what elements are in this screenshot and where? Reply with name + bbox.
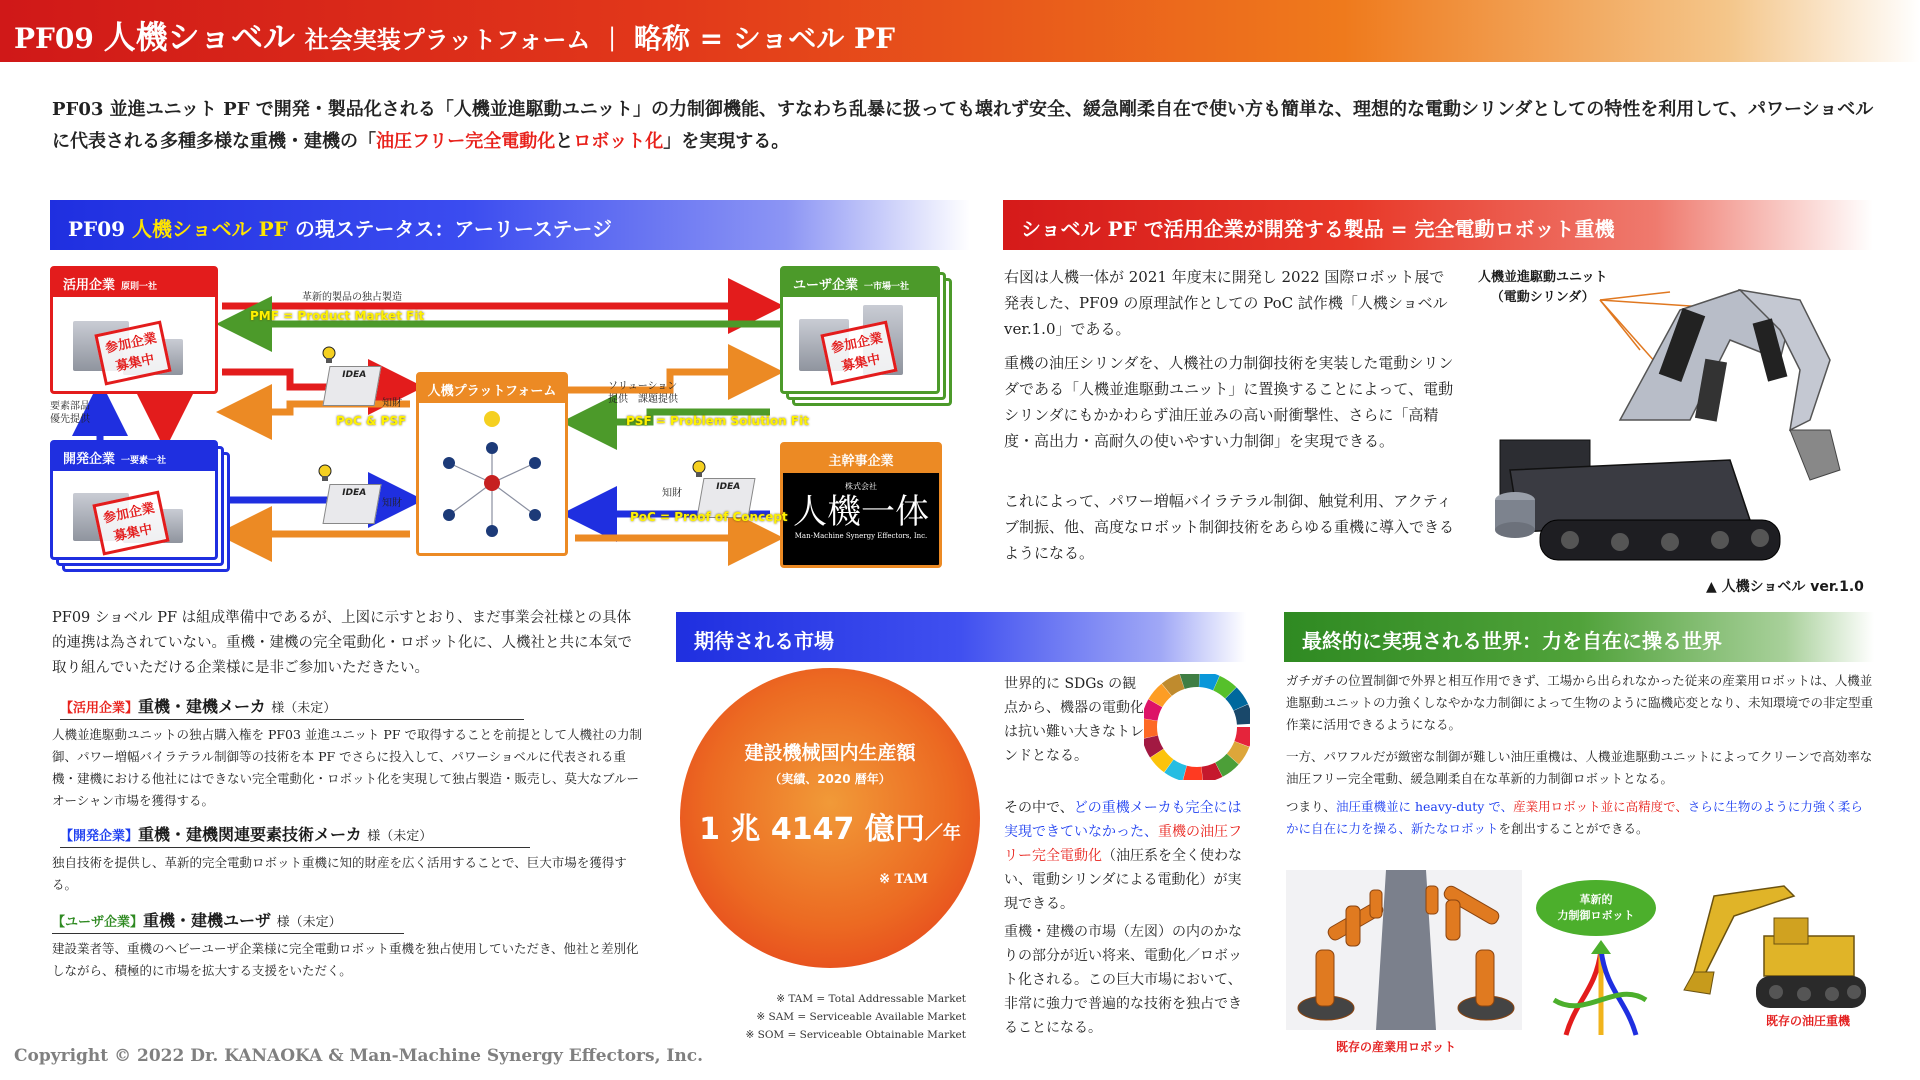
platform-code: PF09 [14,22,94,55]
status-banner-prefix: PF09 [68,217,133,241]
cylinder-label: 人機並進駆動ユニット （電動シリンダ） [1478,270,1608,305]
sdgs-wheel-icon [1144,674,1250,780]
market-banner: 期待される市場 [676,612,1246,662]
sam-note: ※ SAM = Serviceable Available Market [756,1011,966,1023]
idea-card: IDEA [696,478,755,518]
dev-company-label: 開発企業 [63,452,116,467]
market-circle-subtitle: （実績、2020 暦年） [769,772,891,786]
status-banner [50,200,970,250]
market-text-2: その中で、どの重機メーカも完全には実現できていなかった、重機の油圧フリー完全電動化（油圧系を全く使わない、電動シリンダによる電動化）が実現できる。 [1004,800,1242,912]
product-paragraph-1: 右図は人機一体が 2021 年度末に開発し 2022 国際ロボット展で発表した、PF09 の原理試作としての PoC 試作機「人機ショベル ver.1.0」である。 [1004,268,1448,338]
logo-corp-label: 株式会社 [845,482,877,491]
copyright-notice: Copyright © 2022 Dr. KANAOKA & Man-Machine Synergy Effectors, Inc. [14,1046,703,1066]
intro-highlight-robotization: ロボット化 [573,131,664,152]
recruiting-stamp: 参加企業 募集中 [94,320,171,385]
world-paragraph-1: ガチガチの位置制御で外界と相互作用できず、工場から出られなかった従来の産業用ロボットは、人機並進駆動ユニットの力強くしなやかな力制御によって生物のように臨機応変となり、未知環境での非定型重作業に活用できるようになる。 [1286,673,1874,732]
parts-label: 要素部品 優先提供 [50,401,90,425]
poc-label: PoC = Proof of Concept [630,510,788,524]
end-user-note: 一市場一社 [864,282,910,292]
market-notes [700,990,966,1044]
world-paragraph-3: つまり、油圧重機並に heavy-duty で、産業用ロボット並に高精度で、さらに生物のように力強く柔らかに自在に力を操る、新たなロボットを創出することができる。 [1286,799,1863,836]
ip-label-top: 知財 [382,398,402,409]
tam-label: ※ TAM [879,872,928,887]
ip-label-bottom: 知財 [382,498,402,509]
tam-note: ※ TAM = Total Addressable Market [776,993,966,1005]
market-circle-title: 建設機械国内生産額 [744,742,916,764]
logo-english: Man-Machine Synergy Effectors, Inc. [794,532,928,540]
user-to-platform-arrow [222,372,410,387]
product-paragraph-3: これによって、パワー増幅バイラテラル制御、触覚利用、アクティブ制振、他、高度なロボット制御技術をあらゆる重機に導入できるようになる。 [1004,492,1455,562]
product-banner: ショベル PF で活用企業が開発する製品 = 完全電動ロボット重機 [1003,200,1873,250]
intro-paragraph [52,94,1882,158]
status-banner-highlight: 人機ショベル PF [132,217,288,241]
end-user-header [783,269,937,297]
user-company-card [50,266,218,394]
platform-diagram [50,262,950,582]
poc-psf-label: PoC & PSF [336,414,407,428]
exclusive-mfg-label: 革新的製品の独占製造 [302,292,402,303]
solution-label: ソリューション 提供 課題提供 [608,381,678,405]
converging-arrows-icon [1546,940,1656,1040]
recruiting-stamp: 参加企業 募集中 [92,490,169,555]
idea-card: IDEA [322,484,381,524]
platform-name: 人機ショベル [103,18,296,56]
company-logo: 人機一体 [793,492,929,532]
hydraulic-excavator-label: 既存の油圧重機 [1766,1014,1851,1028]
network-people-icon [419,403,565,553]
shovel-caption: ▲ 人機ショベル ver.1.0 [1706,579,1864,595]
dev-company-card [50,440,218,560]
som-note: ※ SOM = Serviceable Obtainable Market [745,1029,966,1041]
role-user-company-heading: 【活用企業】重機・建機メーカ 様（未定） [60,694,524,720]
psf-label: PSF = Problem Solution Fit [626,414,809,428]
intro-text-and: と [555,131,574,152]
industrial-robots-image [1286,870,1522,1030]
recruiting-stamp: 参加企業 募集中 [820,320,897,385]
user-company-label: 活用企業 [63,278,116,293]
page-title [14,12,895,58]
product-paragraph-2: 重機の油圧シリンダを、人機社の力制御技術を実装した電動シリンダである「人機並進駆動ユニット」に置換することによって、電動シリンダにもかかわらず油圧並みの高い耐衝撃性、さらに「高精度・高出力・高耐久の使いやすい力制御」を実現できる。 [1004,354,1454,450]
market-size-circle [680,668,980,968]
platform-card [416,372,568,556]
idea-card: IDEA [322,366,381,406]
role-dev-company-desc: 独自技術を提供し、革新的完全電動ロボット重機に知的財産を広く活用することで、巨大市場を獲得する。 [52,855,627,892]
status-description: PF09 ショベル PF は組成準備中であるが、上図に示すとおり、まだ事業会社様との具体的連携は為されていない。重機・建機の完全電動化・ロボット化に、人機社と共に本気で取り組んでいただける企業様に是非ご参加いただきたい。 [52,610,632,676]
user-company-note: 原則一社 [121,282,158,292]
pmf-label: PMF = Product Market Fit [250,309,425,323]
lightbulb-icon [692,460,706,478]
platform-abbrev: 略称 = ショベル PF [633,22,895,55]
market-text-3: 重機・建機の市場（左図）の内のかなりの部分が近い将来、電動化／ロボット化される。この巨大市場において、非常に強力で普遍的な技術を独占できることになる。 [1004,924,1242,1036]
intro-highlight-hydraulic-free: 油圧フリー完全電動化 [376,131,556,152]
lead-company-header: 主幹事企業 [783,445,939,473]
intro-text-1: PF03 並進ユニット PF で開発・製品化される「人機並進駆動ユニット」の力制御機能、すなわち乱暴に扱っても壊れず安全、緩急剛柔自在で使い方も簡単な、理想的な電動シリンダとしての特性を利用して、パワーショベルに代表される多種多様な重機・建機の「 [52,99,1874,152]
intro-text-2: 」を実現する。 [663,131,790,152]
shovel-robot-image [1490,270,1870,580]
platform-header: 人機プラットフォーム [419,375,565,403]
industrial-robot-label: 既存の産業用ロボット [1336,1040,1457,1054]
lead-company-card [780,442,942,568]
role-dev-company-heading: 【開発企業】重機・建機関連要素技術メーカ 様（未定） [60,822,530,848]
world-banner: 最終的に実現される世界：力を自在に操る世界 [1284,612,1874,662]
end-user-label: ユーザ企業 [793,278,859,293]
title-divider: ｜ [600,25,625,54]
lightbulb-icon [322,346,336,364]
dev-company-note: 一要素一社 [121,456,167,466]
status-banner-suffix: の現ステータス：アーリーステージ [287,217,613,241]
ip-label-lead: 知財 [662,488,682,499]
role-user-company-desc: 人機並進駆動ユニットの独占購入権を PF03 並進ユニット PF で取得することを前提として人機社の力制御、パワー増幅バイラテラル制御等の技術を本 PF でさらに投入して、パワーショベルに代表される重機・建機における他社にはできない完全電動化・ロボット化を実現して独占製造・販売し、莫大なブルーオーシャン市場を獲得する。 [52,727,642,808]
end-user-card [780,266,940,394]
market-text-1: 世界的に SDGs の観点から、機器の電動化は抗い難い大きなトレンドとなる。 [1004,676,1144,764]
innovation-bubble: 革新的 力制御ロボット [1536,880,1656,936]
platform-subtitle: 社会実装プラットフォーム [304,25,591,54]
role-end-user-desc: 建設業者等、重機のヘビーユーザ企業様に完全電動ロボット重機を独占使用していただき、他社と差別化しながら、積極的に市場を拡大する支援をいただく。 [52,941,639,978]
dev-company-header [53,443,215,471]
hydraulic-excavator-image [1664,876,1874,1026]
market-value: 1 兆 4147 億円／年 [699,812,961,847]
lightbulb-icon [318,464,332,482]
user-company-header [53,269,215,297]
role-end-user-heading: 【ユーザ企業】重機・建機ユーザ 様（未定） [52,908,404,934]
world-paragraph-2: 一方、パワフルだが緻密な制御が難しい油圧重機は、人機並進駆動ユニットによってクリーンで高効率な油圧フリー完全電動、緩急剛柔自在な革新的力制御ロボットとなる。 [1286,749,1873,786]
